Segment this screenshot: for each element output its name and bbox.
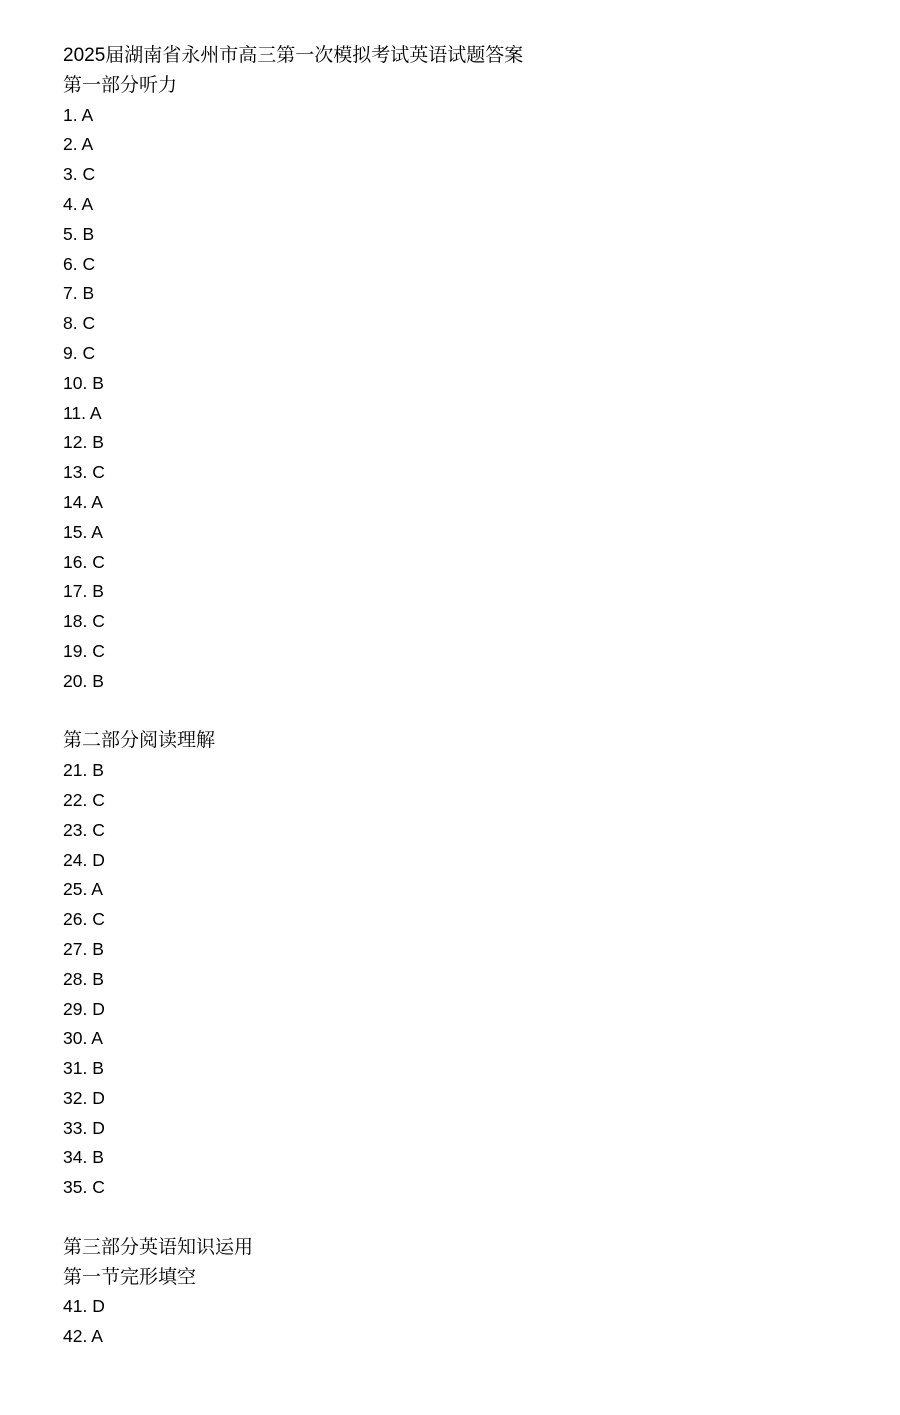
answer-item: 33. D xyxy=(63,1117,105,1138)
answer-document xyxy=(63,41,860,1352)
answer-item: 22. C xyxy=(63,789,105,810)
blank-line xyxy=(63,697,860,727)
answer-item: 34. B xyxy=(63,1147,104,1168)
answer-item: 15. A xyxy=(63,521,103,542)
answer-item: 6. C xyxy=(63,253,96,274)
answer-item: 30. A xyxy=(63,1028,103,1049)
section-heading-listening: 第一部分听力 xyxy=(63,74,178,96)
answer-item: 5. B xyxy=(63,223,95,244)
section-heading-language-use: 第三部分英语知识运用 xyxy=(63,1236,254,1258)
answer-item: 41. D xyxy=(63,1296,105,1317)
answer-item: 17. B xyxy=(63,581,104,602)
answer-item: 3. C xyxy=(63,164,96,185)
answer-item: 31. B xyxy=(63,1058,104,1079)
answer-item: 8. C xyxy=(63,313,96,334)
answer-list-cloze xyxy=(63,1292,860,1352)
answer-item: 35. C xyxy=(63,1177,105,1198)
answer-item: 32. D xyxy=(63,1087,105,1108)
answer-list-reading xyxy=(63,756,860,1203)
answer-item: 20. B xyxy=(63,670,104,691)
answer-item: 28. B xyxy=(63,968,104,989)
answer-item: 29. D xyxy=(63,998,105,1019)
answer-item: 24. D xyxy=(63,849,105,870)
answer-item: 19. C xyxy=(63,640,105,661)
answer-item: 18. C xyxy=(63,611,105,632)
document-title: 2025届湖南省永州市高三第一次模拟考试英语试题答案 xyxy=(63,45,524,66)
answer-item: 25. A xyxy=(63,879,103,900)
answer-item: 26. C xyxy=(63,909,105,930)
answer-item: 21. B xyxy=(63,760,104,781)
answer-item: 4. A xyxy=(63,193,94,214)
answer-item: 2. A xyxy=(63,134,94,155)
answer-item: 9. C xyxy=(63,342,96,363)
answer-item: 14. A xyxy=(63,491,103,512)
blank-line xyxy=(63,1203,860,1233)
answer-item: 23. C xyxy=(63,819,105,840)
section-heading-reading: 第二部分阅读理解 xyxy=(63,730,216,752)
answer-item: 13. C xyxy=(63,462,105,483)
answer-item: 10. B xyxy=(63,372,104,393)
answer-item: 27. B xyxy=(63,938,104,959)
answer-item: 42. A xyxy=(63,1326,103,1347)
answer-item: 11. A xyxy=(63,402,102,423)
answer-list-listening xyxy=(63,101,860,697)
subsection-heading-cloze: 第一节完形填空 xyxy=(63,1266,197,1288)
answer-item: 1. A xyxy=(63,104,94,125)
answer-item: 12. B xyxy=(63,432,104,453)
answer-item: 16. C xyxy=(63,551,105,572)
answer-item: 7. B xyxy=(63,283,95,304)
